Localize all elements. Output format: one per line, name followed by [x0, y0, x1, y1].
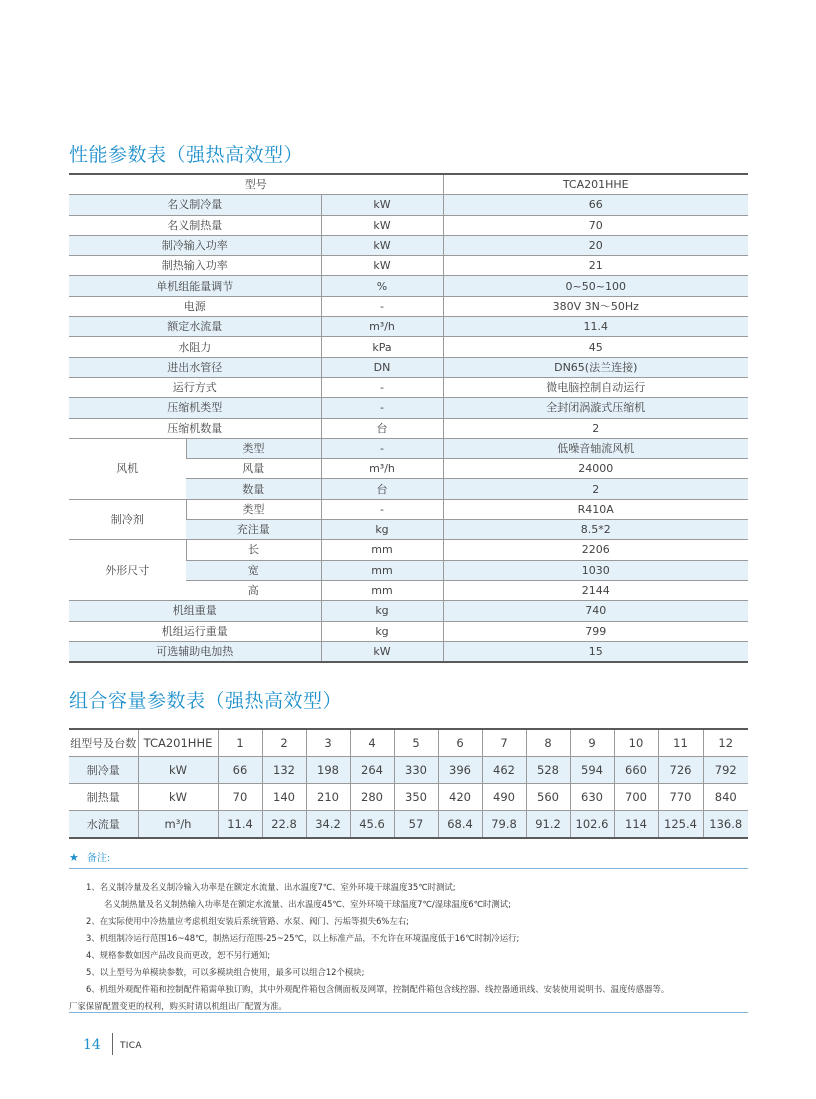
header-model: TCA201HHE — [443, 174, 748, 195]
row-value: 68.4 — [438, 811, 482, 839]
row-value: 792 — [703, 757, 748, 784]
module-count: 1 — [218, 729, 262, 757]
group-label: 风机 — [69, 438, 186, 499]
row-value: 22.8 — [262, 811, 306, 839]
row-value: 34.2 — [306, 811, 350, 839]
row-value: 462 — [482, 757, 526, 784]
param-value: 66 — [443, 195, 748, 215]
param-name: 压缩机类型 — [69, 398, 321, 418]
param-name: 进出水管径 — [69, 357, 321, 377]
param-unit: mm — [321, 580, 443, 600]
row-value: 102.6 — [570, 811, 614, 839]
param-unit: kW — [321, 195, 443, 215]
table-row — [69, 357, 748, 377]
group-label: 外形尺寸 — [69, 540, 186, 601]
param-value: 低噪音轴流风机 — [443, 438, 748, 458]
page-number: 14 — [83, 1037, 101, 1053]
table-row — [69, 499, 748, 519]
row-value: 490 — [482, 784, 526, 811]
table-row — [69, 811, 748, 839]
performance-table-title: 性能参数表（强热高效型） — [69, 144, 304, 166]
param-value: 21 — [443, 256, 748, 276]
param-unit: mm — [321, 560, 443, 580]
param-name: 高 — [186, 580, 321, 600]
module-count: 4 — [350, 729, 394, 757]
table-row — [69, 317, 748, 337]
param-value: 70 — [443, 215, 748, 235]
row-value: 700 — [614, 784, 658, 811]
param-name: 额定水流量 — [69, 317, 321, 337]
header-label: 组型号及台数 — [69, 729, 138, 757]
row-value: 660 — [614, 757, 658, 784]
module-count: 8 — [526, 729, 570, 757]
divider — [69, 1012, 748, 1013]
param-unit: kg — [321, 621, 443, 641]
param-unit: m³/h — [321, 317, 443, 337]
performance-table — [69, 173, 748, 663]
param-name: 风量 — [186, 459, 321, 479]
row-value: 840 — [703, 784, 748, 811]
param-name: 宽 — [186, 560, 321, 580]
table-row — [69, 256, 748, 276]
row-value: 114 — [614, 811, 658, 839]
param-value: 740 — [443, 601, 748, 621]
row-value: 66 — [218, 757, 262, 784]
row-value: 136.8 — [703, 811, 748, 839]
row-value: 528 — [526, 757, 570, 784]
module-count: 2 — [262, 729, 306, 757]
param-unit: kW — [321, 235, 443, 255]
row-value: 198 — [306, 757, 350, 784]
row-value: 79.8 — [482, 811, 526, 839]
table-row — [69, 377, 748, 397]
param-name: 制热输入功率 — [69, 256, 321, 276]
param-value: 2 — [443, 479, 748, 499]
param-unit: - — [321, 398, 443, 418]
table-row — [69, 337, 748, 357]
param-unit: - — [321, 499, 443, 519]
divider — [112, 1033, 113, 1055]
row-unit: kW — [138, 757, 218, 784]
table-row — [69, 540, 748, 560]
param-unit: - — [321, 296, 443, 316]
param-name: 长 — [186, 540, 321, 560]
table-row — [69, 398, 748, 418]
param-value: 2144 — [443, 580, 748, 600]
notes-list — [69, 879, 769, 1015]
row-value: 350 — [394, 784, 438, 811]
param-value: 799 — [443, 621, 748, 641]
table-row — [69, 235, 748, 255]
table-row — [69, 601, 748, 621]
notes-heading-label: 备注: — [86, 853, 111, 864]
module-count: 5 — [394, 729, 438, 757]
table-row — [69, 641, 748, 662]
note-line: 5、以上型号为单模块参数，可以多模块组合使用，最多可以组合12个模块; — [86, 967, 365, 977]
param-name: 机组重量 — [69, 601, 321, 621]
param-name: 数量 — [186, 479, 321, 499]
param-value: 1030 — [443, 560, 748, 580]
row-value: 11.4 — [218, 811, 262, 839]
module-count: 7 — [482, 729, 526, 757]
table-row — [69, 418, 748, 438]
param-name: 名义制热量 — [69, 215, 321, 235]
table-header-row — [69, 729, 748, 757]
table-row — [69, 195, 748, 215]
table-row — [69, 276, 748, 296]
combination-table — [69, 728, 748, 839]
table-header-row — [69, 174, 748, 195]
module-count: 9 — [570, 729, 614, 757]
param-unit: - — [321, 438, 443, 458]
param-name: 充注量 — [186, 520, 321, 540]
note-line: 6、机组外观配件箱和控制配件箱需单独订购，其中外观配件箱包含侧面板及网罩，控制配件箱包含线控器、线控器通讯线、安装使用说明书、温度传感器等。 — [86, 984, 670, 994]
param-value: 45 — [443, 337, 748, 357]
star-icon: ★ — [69, 851, 79, 864]
param-unit: mm — [321, 540, 443, 560]
group-label: 制冷剂 — [69, 499, 186, 540]
row-value: 125.4 — [658, 811, 703, 839]
row-value: 770 — [658, 784, 703, 811]
row-value: 726 — [658, 757, 703, 784]
module-count: 10 — [614, 729, 658, 757]
param-value: 380V 3N～50Hz — [443, 296, 748, 316]
param-unit: kg — [321, 601, 443, 621]
row-value: 70 — [218, 784, 262, 811]
param-name: 可选辅助电加热 — [69, 641, 321, 662]
table-row — [69, 215, 748, 235]
divider — [69, 868, 748, 869]
row-name: 制冷量 — [69, 757, 138, 784]
param-name: 名义制冷量 — [69, 195, 321, 215]
row-value: 140 — [262, 784, 306, 811]
row-value: 210 — [306, 784, 350, 811]
param-unit: % — [321, 276, 443, 296]
param-unit: kg — [321, 520, 443, 540]
note-line: 厂家保留配置变更的权利，购买时请以机组出厂配置为准。 — [69, 1001, 287, 1011]
param-value: 2 — [443, 418, 748, 438]
param-name: 类型 — [186, 499, 321, 519]
row-value: 280 — [350, 784, 394, 811]
param-unit: kW — [321, 215, 443, 235]
header-model: TCA201HHE — [138, 729, 218, 757]
row-value: 630 — [570, 784, 614, 811]
param-value: 微电脑控制自动运行 — [443, 377, 748, 397]
row-name: 制热量 — [69, 784, 138, 811]
row-value: 57 — [394, 811, 438, 839]
row-value: 396 — [438, 757, 482, 784]
module-count: 6 — [438, 729, 482, 757]
module-count: 12 — [703, 729, 748, 757]
param-value: 15 — [443, 641, 748, 662]
row-value: 420 — [438, 784, 482, 811]
combination-table-title: 组合容量参数表（强热高效型） — [69, 690, 343, 712]
row-name: 水流量 — [69, 811, 138, 839]
notes-heading — [69, 849, 110, 864]
table-row — [69, 757, 748, 784]
param-value: R410A — [443, 499, 748, 519]
table-row — [69, 296, 748, 316]
note-line: 1、名义制冷量及名义制冷输入功率是在额定水流量、出水温度7℃、室外环境干球温度35℃时测试; — [86, 882, 456, 892]
note-line: 4、规格参数如因产品改良而更改，恕不另行通知; — [86, 950, 271, 960]
table-row — [69, 784, 748, 811]
param-value: 全封闭涡漩式压缩机 — [443, 398, 748, 418]
param-value: 8.5*2 — [443, 520, 748, 540]
row-value: 132 — [262, 757, 306, 784]
note-line: 3、机组制冷运行范围16~48℃，制热运行范围-25~25℃，以上标准产品，不允许在环境温度低于16℃时制冷运行; — [86, 933, 520, 943]
param-name: 单机组能量调节 — [69, 276, 321, 296]
param-name: 类型 — [186, 438, 321, 458]
row-unit: kW — [138, 784, 218, 811]
module-count: 11 — [658, 729, 703, 757]
param-unit: DN — [321, 357, 443, 377]
param-unit: kPa — [321, 337, 443, 357]
row-value: 560 — [526, 784, 570, 811]
table-row — [69, 621, 748, 641]
param-name: 制冷输入功率 — [69, 235, 321, 255]
param-value: 24000 — [443, 459, 748, 479]
row-value: 264 — [350, 757, 394, 784]
brand-label: TICA — [120, 1041, 142, 1051]
param-name: 电源 — [69, 296, 321, 316]
param-value: 0~50~100 — [443, 276, 748, 296]
row-value: 45.6 — [350, 811, 394, 839]
param-unit: - — [321, 377, 443, 397]
param-name: 压缩机数量 — [69, 418, 321, 438]
param-value: 20 — [443, 235, 748, 255]
header-label: 型号 — [69, 174, 443, 195]
param-value: 2206 — [443, 540, 748, 560]
param-unit: 台 — [321, 479, 443, 499]
table-row — [69, 438, 748, 458]
row-value: 594 — [570, 757, 614, 784]
row-value: 330 — [394, 757, 438, 784]
row-value: 91.2 — [526, 811, 570, 839]
note-line: 名义制热量及名义制热输入功率是在额定水流量、出水温度45℃、室外环境干球温度7℃/湿球温度6℃时测试; — [104, 899, 511, 909]
param-name: 机组运行重量 — [69, 621, 321, 641]
param-unit: kW — [321, 256, 443, 276]
param-name: 运行方式 — [69, 377, 321, 397]
param-unit: m³/h — [321, 459, 443, 479]
param-unit: kW — [321, 641, 443, 662]
param-value: 11.4 — [443, 317, 748, 337]
param-unit: 台 — [321, 418, 443, 438]
param-name: 水阻力 — [69, 337, 321, 357]
note-line: 2、在实际使用中冷热量应考虑机组安装后系统管路、水泵、阀门、污垢等损失6%左右; — [86, 916, 409, 926]
row-unit: m³/h — [138, 811, 218, 839]
param-value: DN65(法兰连接) — [443, 357, 748, 377]
module-count: 3 — [306, 729, 350, 757]
